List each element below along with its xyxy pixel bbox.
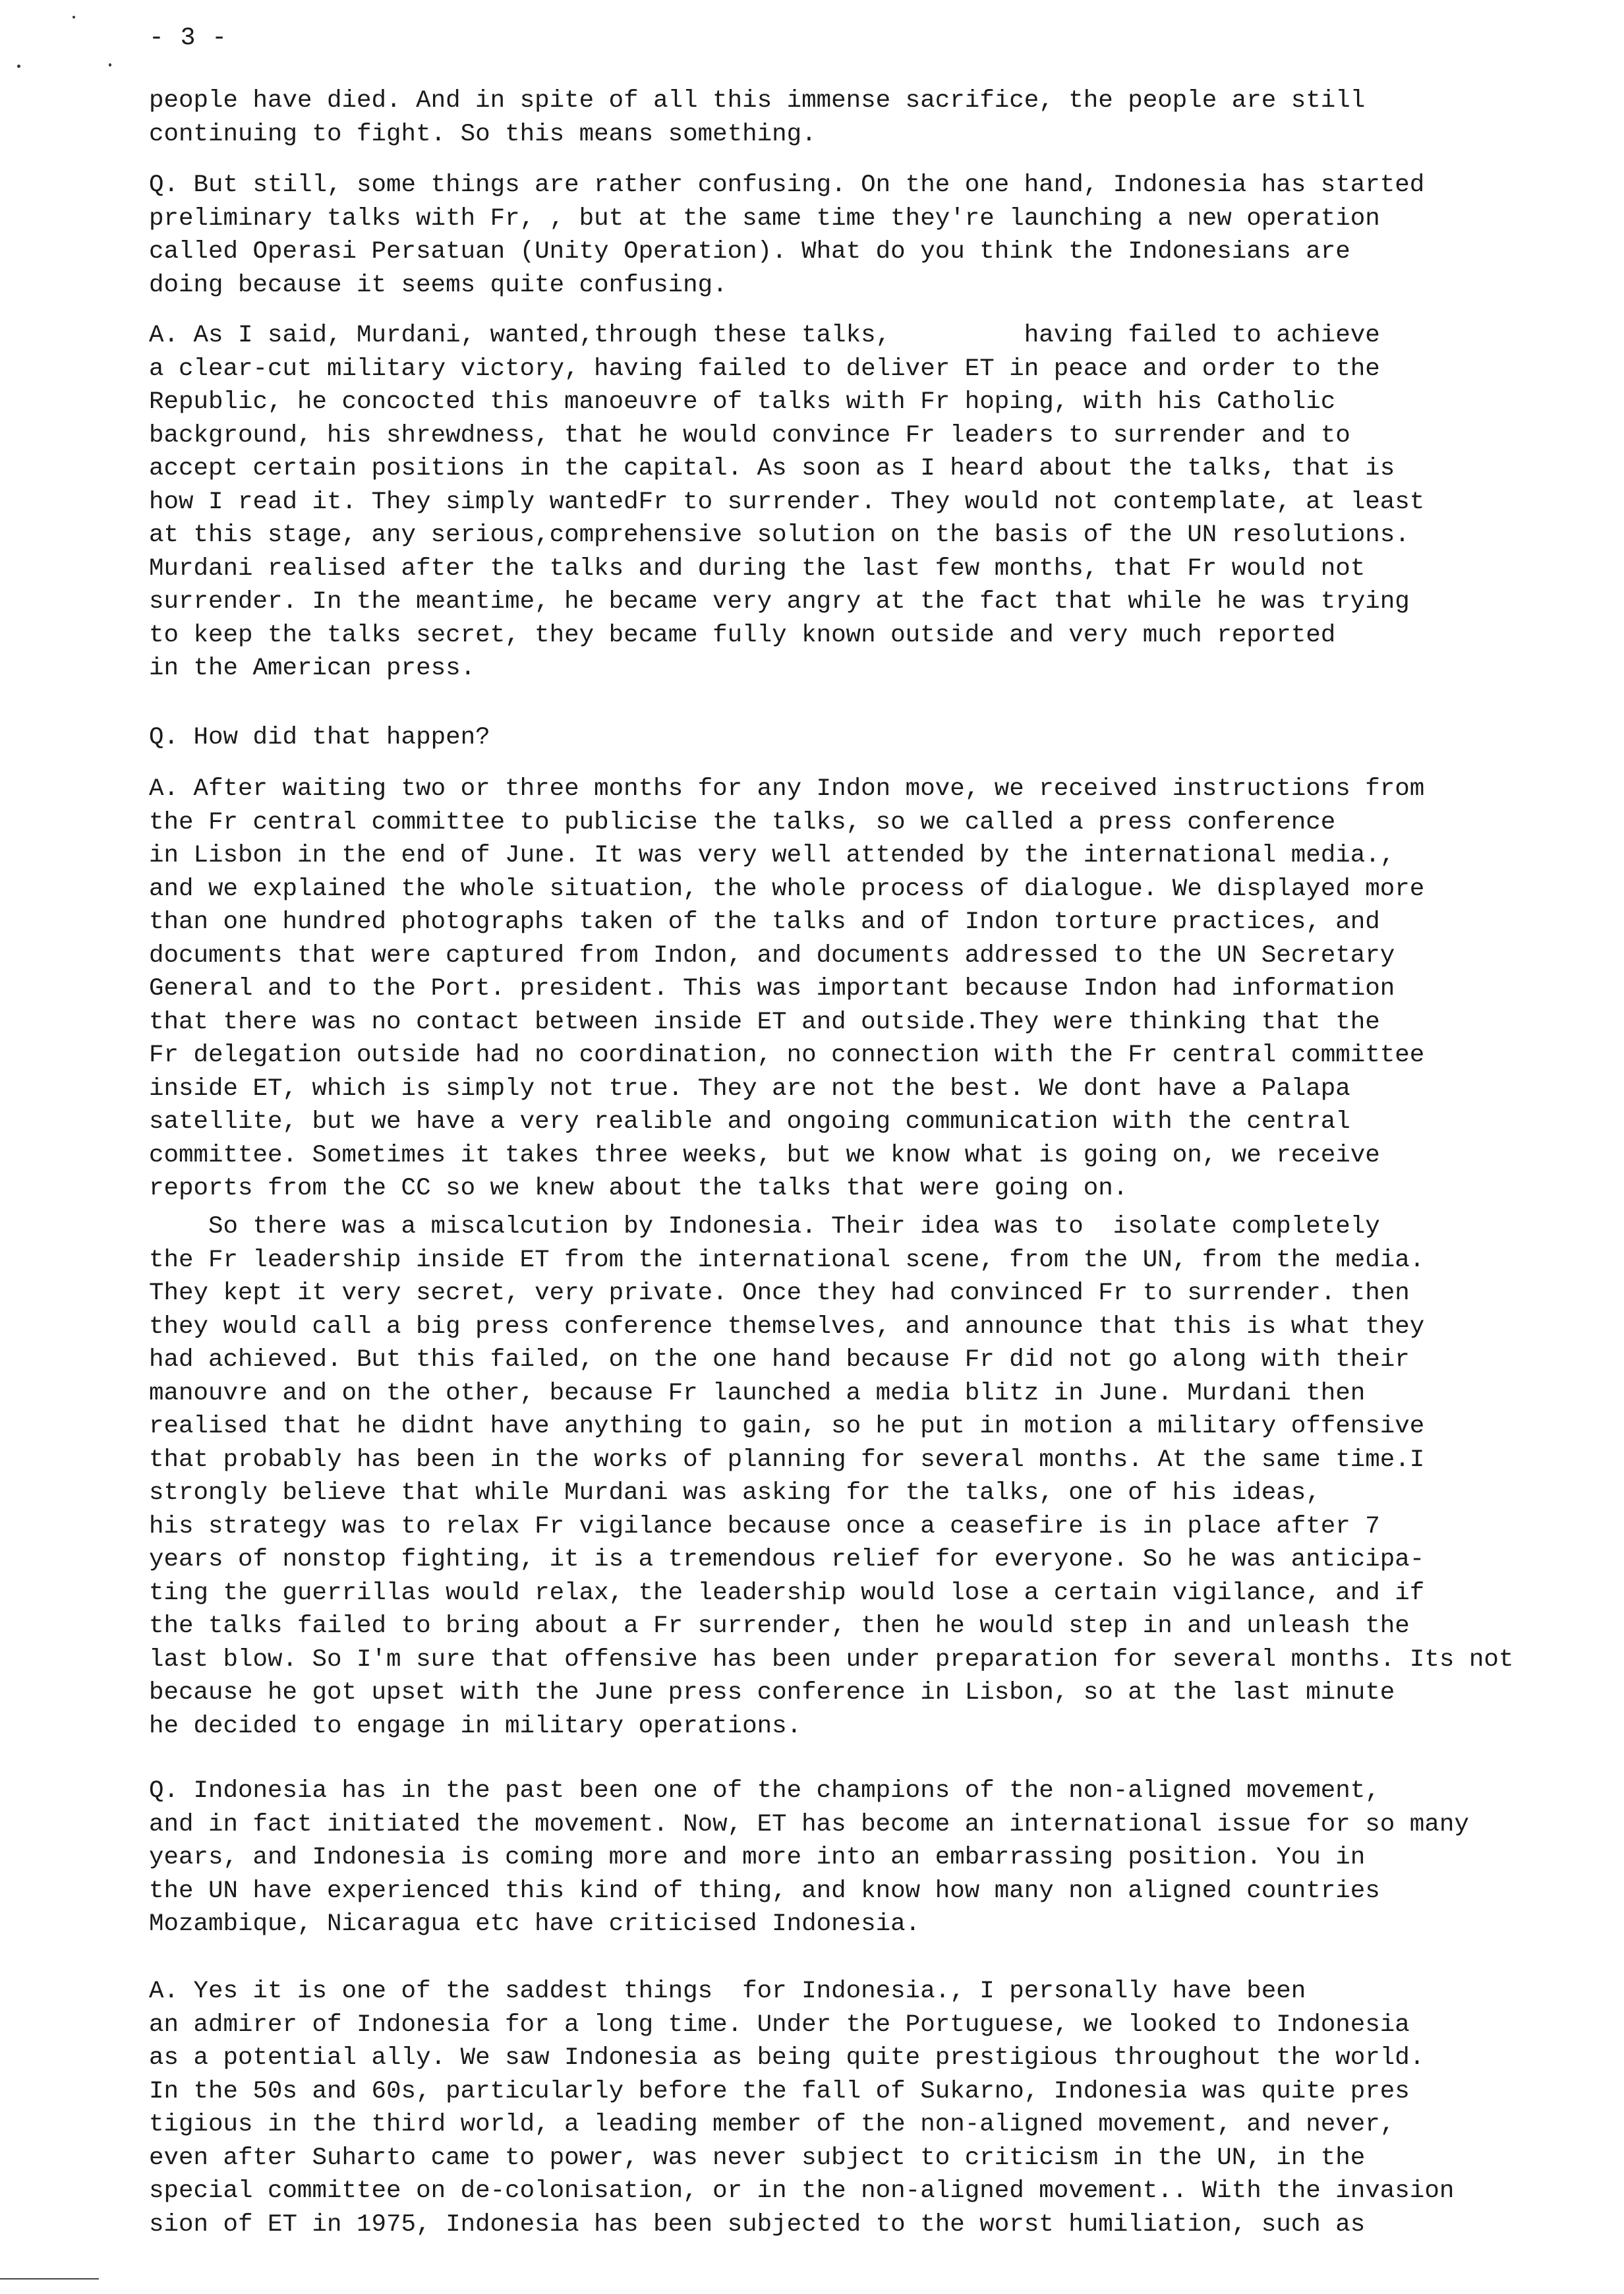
text-line: a clear-cut military victory, having failed to deliver ET in peace and order to the	[149, 355, 1380, 383]
text-line: last blow. So I'm sure that offensive has been under preparation for several months. Its not	[149, 1645, 1514, 1674]
scan-speck	[17, 65, 20, 68]
text-line: had achieved. But this failed, on the one hand because Fr did not go along with their	[149, 1346, 1410, 1374]
text-line: because he got upset with the June press conference in Lisbon, so at the last minute	[149, 1679, 1395, 1707]
text-line: even after Suharto came to power, was never subject to criticism in the UN, in the	[149, 2144, 1366, 2172]
footer-rule	[0, 2278, 99, 2279]
text-line: he decided to engage in military operations.	[149, 1712, 802, 1740]
text-line: surrender. In the meantime, he became very angry at the fact that while he was trying	[149, 588, 1410, 616]
text-line: A. Yes it is one of the saddest things for Indonesia., I personally have been	[149, 1978, 1306, 2005]
body-paragraph	[149, 1210, 1599, 1743]
text-line: satellite, but we have a very realible and ongoing communication with the central	[149, 1108, 1350, 1136]
text-line: and in fact initiated the movement. Now, ET has become an international issue for so many	[149, 1810, 1469, 1838]
text-line: to keep the talks secret, they became fully known outside and very much reported	[149, 621, 1336, 649]
text-line: A. After waiting two or three months for any Indon move, we received instructions from	[149, 775, 1425, 803]
text-line: realised that he didnt have anything to gain, so he put in motion a military offensive	[149, 1413, 1425, 1440]
text-line: committee. Sometimes it takes three weeks, but we know what is going on, we receive	[149, 1141, 1380, 1169]
text-line: They kept it very secret, very private. Once they had convinced Fr to surrender. then	[149, 1279, 1410, 1307]
question-paragraph	[149, 169, 1599, 302]
text-line: the talks failed to bring about a Fr surrender, then he would step in and unleash the	[149, 1612, 1410, 1640]
text-line: at this stage, any serious,comprehensive solution on the basis of the UN resolutions.	[149, 521, 1410, 549]
text-line: manouvre and on the other, because Fr launched a media blitz in June. Murdani then	[149, 1379, 1366, 1407]
text-line: background, his shrewdness, that he would convince Fr leaders to surrender and to	[149, 421, 1350, 450]
question-paragraph	[149, 1775, 1599, 1941]
text-line: years of nonstop fighting, it is a tremendous relief for everyone. So he was anticipa-	[149, 1546, 1425, 1573]
text-line: ting the guerrillas would relax, the leadership would lose a certain vigilance, and if	[149, 1579, 1425, 1607]
question-paragraph	[149, 721, 1599, 755]
text-line: documents that were captured from Indon, and documents addressed to the UN Secretary	[149, 941, 1395, 970]
text-line: the UN have experienced this kind of thing, and know how many non aligned countries	[149, 1877, 1380, 1905]
scan-speck	[109, 63, 111, 67]
text-line: Republic, he concocted this manoeuvre of talks with Fr hoping, with his Catholic	[149, 388, 1336, 416]
text-line: reports from the CC so we knew about the talks that were going on.	[149, 1175, 1128, 1202]
text-line: years, and Indonesia is coming more and more into an embarrassing position. You in	[149, 1844, 1366, 1871]
text-line: in Lisbon in the end of June. It was very well attended by the international media.,	[149, 842, 1395, 869]
text-line: special committee on de-colonisation, or in the non-aligned movement.. With the invasion	[149, 2177, 1455, 2205]
text-line: General and to the Port. president. This was important because Indon had information	[149, 975, 1395, 1003]
text-line: and we explained the whole situation, the whole process of dialogue. We displayed more	[149, 875, 1425, 903]
answer-paragraph	[149, 1975, 1599, 2241]
scan-speck	[72, 16, 75, 18]
text-line: as a potential ally. We saw Indonesia as being quite prestigious throughout the world.	[149, 2044, 1425, 2072]
text-line: the Fr leadership inside ET from the international scene, from the UN, from the media.	[149, 1246, 1425, 1274]
text-line: doing because it seems quite confusing.	[149, 271, 728, 299]
page-number: - 3 -	[149, 24, 228, 52]
text-line: in the American press.	[149, 655, 476, 682]
text-line: called Operasi Persatuan (Unity Operation). What do you think the Indonesians are	[149, 238, 1350, 266]
text-line: that probably has been in the works of planning for several months. At the same time.I	[149, 1446, 1425, 1474]
text-line: In the 50s and 60s, particularly before the fall of Sukarno, Indonesia was quite pres	[149, 2077, 1410, 2105]
text-line: Q. How did that happen?	[149, 724, 490, 751]
text-line: sion of ET in 1975, Indonesia has been subjected to the worst humiliation, such as	[149, 2210, 1366, 2239]
text-line: Mozambique, Nicaragua etc have criticised Indonesia.	[149, 1910, 921, 1938]
text-line: Fr delegation outside had no coordination, no connection with the Fr central committee	[149, 1042, 1425, 1069]
text-line: preliminary talks with Fr, , but at the same time they're launching a new operation	[149, 204, 1380, 233]
text-line: they would call a big press conference themselves, and announce that this is what they	[149, 1312, 1425, 1341]
text-line: accept certain positions in the capital. As soon as I heard about the talks, that is	[149, 455, 1395, 483]
text-line: So there was a miscalcution by Indonesia. Their idea was to isolate completely	[149, 1213, 1380, 1241]
text-line: Q. But still, some things are rather confusing. On the one hand, Indonesia has started	[149, 171, 1425, 199]
paragraph-continuation	[149, 84, 1599, 151]
text-line: A. As I said, Murdani, wanted,through these talks, having failed to achieve	[149, 322, 1380, 349]
text-line: an admirer of Indonesia for a long time. Under the Portuguese, we looked to Indonesia	[149, 2011, 1410, 2039]
text-line: inside ET, which is simply not true. They are not the best. We dont have a Palapa	[149, 1074, 1350, 1103]
answer-paragraph	[149, 773, 1599, 1206]
text-line: Q. Indonesia has in the past been one of the champions of the non-aligned movement,	[149, 1777, 1380, 1805]
text-line: how I read it. They simply wantedFr to surrender. They would not contemplate, at least	[149, 488, 1425, 516]
text-line: continuing to fight. So this means something.	[149, 120, 817, 148]
answer-paragraph	[149, 319, 1599, 686]
text-line: Murdani realised after the talks and during the last few months, that Fr would not	[149, 554, 1366, 583]
text-line: his strategy was to relax Fr vigilance because once a ceasefire is in place after 7	[149, 1512, 1380, 1541]
text-line: strongly believe that while Murdani was asking for the talks, one of his ideas,	[149, 1479, 1321, 1507]
text-line: tigious in the third world, a leading member of the non-aligned movement, and never,	[149, 2111, 1395, 2138]
text-line: that there was no contact between inside ET and outside.They were thinking that the	[149, 1008, 1380, 1036]
text-line: the Fr central committee to publicise the talks, so we called a press conference	[149, 808, 1336, 837]
text-line: than one hundred photographs taken of the talks and of Indon torture practices, and	[149, 908, 1380, 936]
text-line: people have died. And in spite of all this immense sacrifice, the people are still	[149, 87, 1366, 115]
